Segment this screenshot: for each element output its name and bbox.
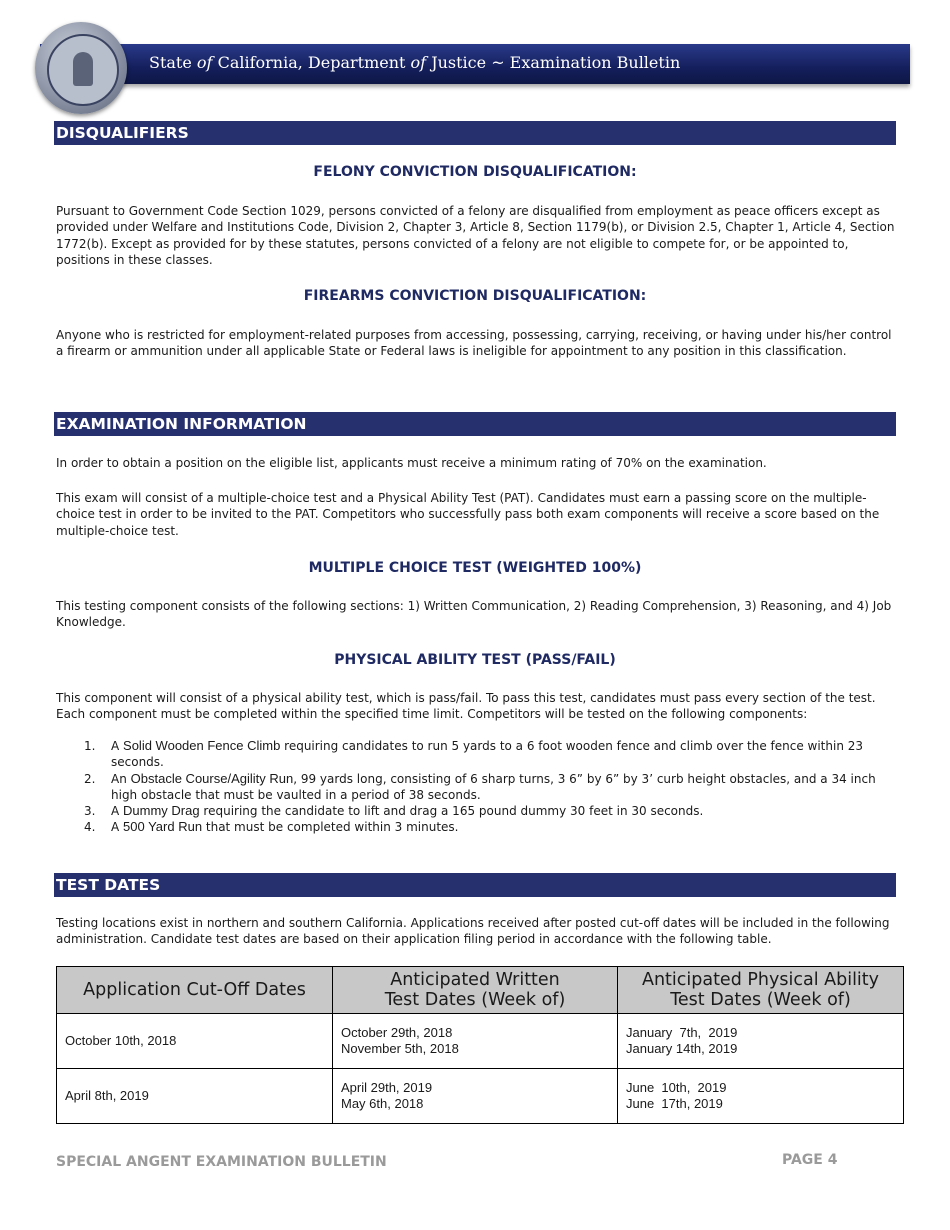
physical-ability-title: PHYSICAL ABILITY TEST (PASS/FAIL) <box>334 652 616 668</box>
list-item: 2. An Obstacle Course/Agility Run, 99 yards long, consisting of 6 sharp turns, 3 6” by 6” by 3’ curb height obstacles, and a 34 inch high obstacle that must be vaulted in a period of 38 seconds. <box>84 770 876 802</box>
test-dates-intro-text: Testing locations exist in northern and southern California. Applications received after posted cut-off dates will be included in the following administration. Candidate test dates are based on their application filing period in accordance with the following table. <box>56 916 890 947</box>
multiple-choice-text: This testing component consists of the following sections: 1) Written Communication, 2) Reading Comprehension, 3) Reasoning, and 4) Job Knowledge. <box>56 599 892 630</box>
list-item: 4. A 500 Yard Run that must be completed within 3 minutes. <box>84 819 459 835</box>
cutoff-date-cell: October 10th, 2018 <box>57 1014 333 1069</box>
physical-ability-text: This component will consist of a physical ability test, which is pass/fail. To pass this test, candidates must pass every section of the test. Each component must be completed within the specified time limit. Competitors will be tested on the following components: <box>56 691 876 722</box>
firearms-disqualification-title: FIREARMS CONVICTION DISQUALIFICATION: <box>303 288 647 304</box>
component-name: Obstacle Course/Agility Run <box>130 770 294 786</box>
section-heading-disqualifiers: DISQUALIFIERS <box>54 121 896 145</box>
written-dates-cell: October 29th, 2018 November 5th, 2018 <box>333 1014 618 1069</box>
column-header-written: Anticipated Written Test Dates (Week of) <box>333 967 618 1014</box>
minimum-rating-text: In order to obtain a position on the eligible list, applicants must receive a minimum rating of 70% on the examination. <box>56 456 767 470</box>
doj-seal-logo <box>35 22 127 114</box>
footer-bulletin-name: SPECIAL ANGENT EXAMINATION BULLETIN <box>56 1154 387 1170</box>
column-header-physical: Anticipated Physical Ability Test Dates (Week of) <box>618 967 904 1014</box>
test-dates-table <box>56 966 904 1124</box>
seal-figure-icon <box>73 52 93 86</box>
page-number: PAGE 4 <box>782 1152 838 1168</box>
felony-disqualification-title: FELONY CONVICTION DISQUALIFICATION: <box>313 164 637 180</box>
section-heading-test-dates: TEST DATES <box>54 873 896 897</box>
seal-inner-ring <box>47 34 119 106</box>
table-row <box>57 1014 904 1069</box>
list-item: 1. A Solid Wooden Fence Climb requiring candidates to run 5 yards to a 6 foot wooden fence and climb over the fence within 23 seconds. <box>84 738 864 770</box>
table-row <box>57 1069 904 1124</box>
column-header-cutoff: Application Cut-Off Dates <box>57 967 333 1014</box>
physical-dates-cell: June 10th, 2019 June 17th, 2019 <box>618 1069 904 1124</box>
multiple-choice-title: MULTIPLE CHOICE TEST (WEIGHTED 100%) <box>308 560 642 576</box>
pat-components-list <box>56 738 898 836</box>
component-name: Dummy Drag <box>123 803 200 819</box>
section-heading-exam-info: EXAMINATION INFORMATION <box>54 412 896 436</box>
firearms-disqualification-text: Anyone who is restricted for employment-related purposes from accessing, possessing, carrying, receiving, or having under his/her control a firearm or ammunition under all applicable State or Federal laws is ineligible for appointment to any position in this classification. <box>56 328 892 359</box>
list-item: 3. A Dummy Drag requiring the candidate to lift and drag a 165 pound dummy 30 feet in 30 seconds. <box>84 803 704 819</box>
component-name: 500 Yard Run <box>123 819 203 835</box>
component-name: Solid Wooden Fence Climb <box>123 738 281 753</box>
header-banner <box>40 44 910 84</box>
written-dates-cell: April 29th, 2019 May 6th, 2018 <box>333 1069 618 1124</box>
exam-structure-text: This exam will consist of a multiple-choice test and a Physical Ability Test (PAT). Candidates must earn a passing score on the multiple-choice test in order to be invited to the PAT. Competitors who successfully pass both exam components will receive a score based on the multiple-choice test. <box>56 491 880 538</box>
bulletin-title: State of California, Department of Justice ~ Examination Bulletin <box>149 53 681 72</box>
felony-disqualification-text: Pursuant to Government Code Section 1029, persons convicted of a felony are disqualified from employment as peace officers except as provided under Welfare and Institutions Code, Division 2, Chapter 3, Article 8, Section 1179(b), or Division 2.5, Chapter 1, Article 4, Section 1772(b). Except as provided for by these statutes, persons convicted of a felony are not eligible to compete for, or be appointed to, positions in these classes. <box>56 204 895 267</box>
table-header-row <box>57 967 904 1014</box>
cutoff-date-cell: April 8th, 2019 <box>57 1069 333 1124</box>
physical-dates-cell: January 7th, 2019 January 14th, 2019 <box>618 1014 904 1069</box>
